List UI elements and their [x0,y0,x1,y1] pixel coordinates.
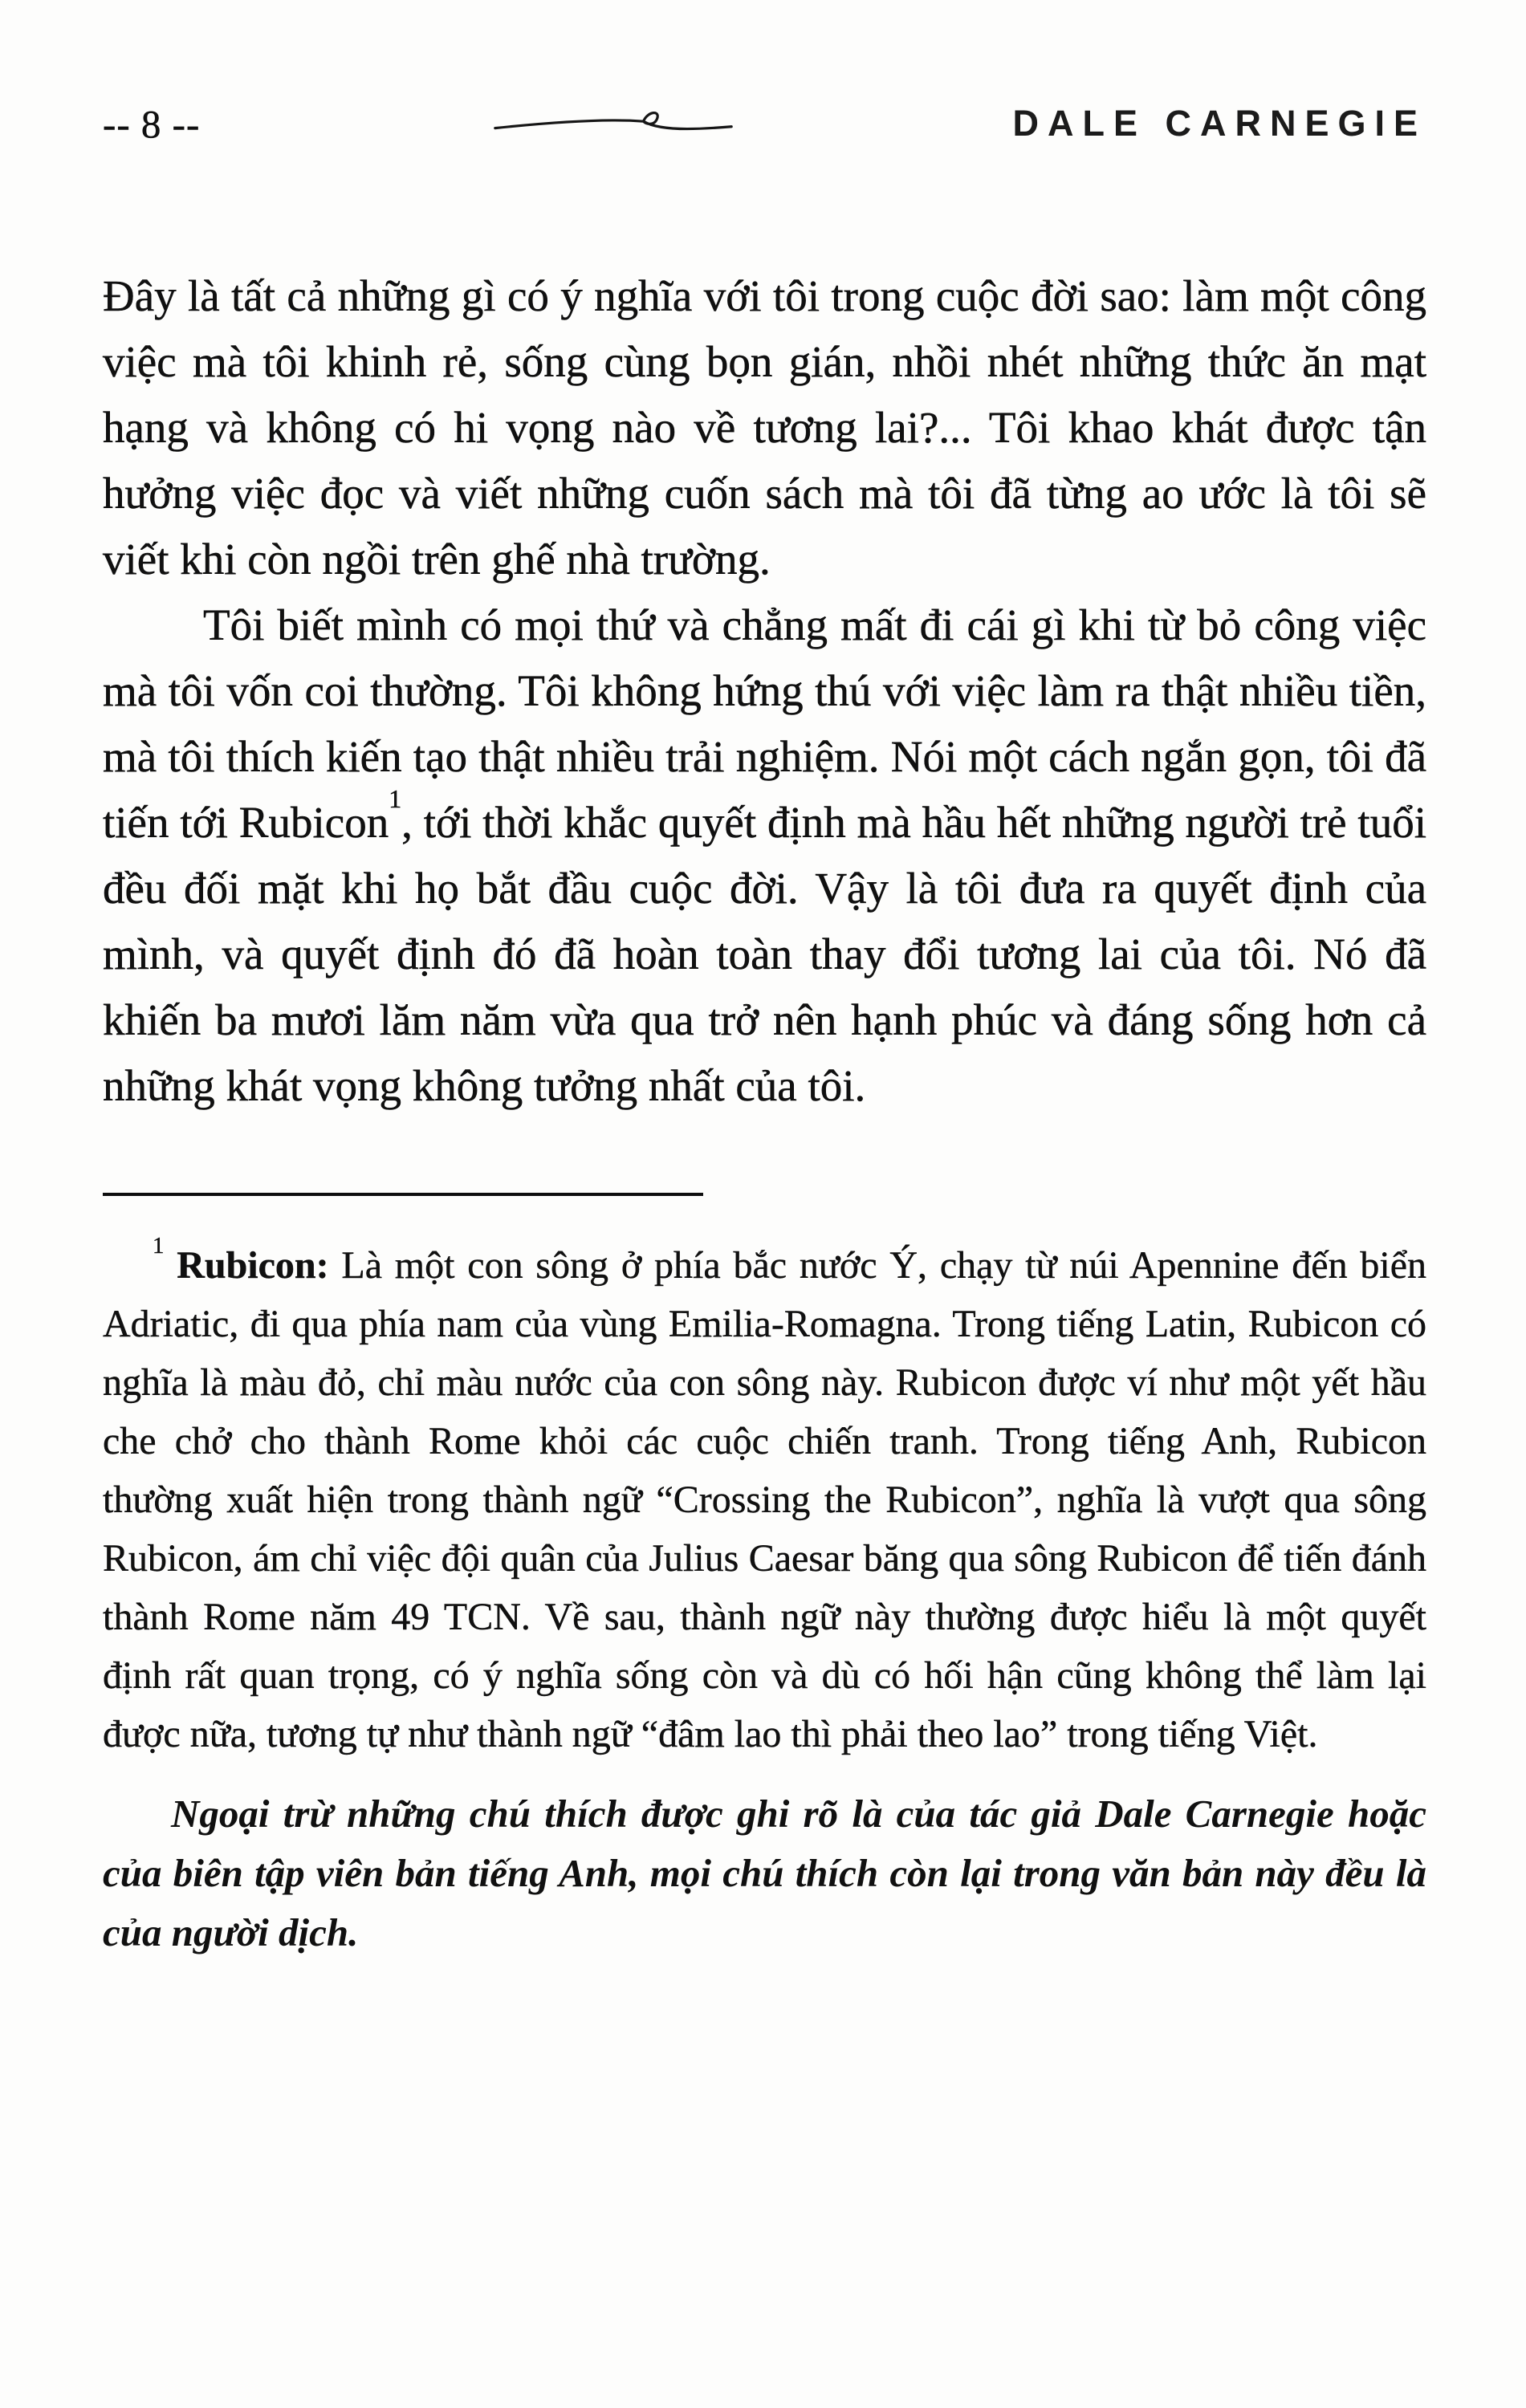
footnote-ref-superscript: 1 [389,785,402,814]
footnote-separator [103,1193,703,1196]
divider-flourish-icon [493,108,734,140]
page-header [103,95,1426,153]
paragraph-2-text: Tôi biết mình có mọi thứ và chẳng mất đi cái gì khi từ bỏ công việc mà tôi vốn coi thường. Tôi không hứng thú với việc làm ra thật nhiều tiền, mà tôi thích kiến tạo thật nhiều trải nghiệm. Nói một cách ngắn gọn, tôi đã tiến tới Rubicon [103,600,1426,847]
body-paragraph-2 [103,592,1426,1119]
page-body [103,263,1426,1119]
footnote-term: Rubicon: [177,1244,329,1287]
translator-note: Ngoại trừ những chú thích được ghi rõ là của tác giả Dale Carnegie hoặc của biên tập viên bản tiếng Anh, mọi chú thích còn lại trong văn bản này đều là của người dịch. [103,1792,1426,1954]
footnote-paragraph [103,1232,1427,1763]
footnote-block [103,1232,1427,1963]
footnote-marker: 1 [153,1232,165,1259]
footnote-text: Là một con sông ở phía bắc nước Ý, chạy từ núi Apennine đến biển Adriatic, đi qua phía nam của vùng Emilia-Romagna. Trong tiếng Latin, Rubicon có nghĩa là màu đỏ, chỉ màu nước của con sông này. Rubicon được ví như một yết hầu che chở cho thành Rome khỏi các cuộc chiến tranh. Trong tiếng Anh, Rubicon thường xuất hiện trong thành ngữ “Crossing the Rubicon”, nghĩa là vượt qua sông Rubicon, ám chỉ việc đội quân của Julius Caesar băng qua sông Rubicon để tiến đánh thành Rome năm 49 TCN. Về sau, thành ngữ này thường được hiểu là một quyết định rất quan trọng, có ý nghĩa sống còn và dù có hối hận cũng không thể làm lại được nữa, tương tự như thành ngữ “đâm lao thì phải theo lao” trong tiếng Việt. [103,1244,1427,1755]
page-number: -- 8 -- [103,101,201,146]
body-paragraph-1: Đây là tất cả những gì có ý nghĩa với tôi trong cuộc đời sao: làm một công việc mà tôi khinh rẻ, sống cùng bọn gián, nhồi nhét những thức ăn mạt hạng và không có hi vọng nào về tương lai?... Tôi khao khát được tận hưởng việc đọc và viết những cuốn sách mà tôi đã từng ao ước là tôi sẽ viết khi còn ngồi trên ghế nhà trường. [103,271,1426,584]
author-name: DALE CARNEGIE [1012,103,1426,144]
paragraph-2-text-continued: , tới thời khắc quyết định mà hầu hết những người trẻ tuổi đều đối mặt khi họ bắt đầu cuộc đời. Vậy là tôi đưa ra quyết định của mình, và quyết định đó đã hoàn toàn thay đổi tương lai của tôi. Nó đã khiến ba mươi lăm năm vừa qua trở nên hạnh phúc và đáng sống hơn cả những khát vọng không tưởng nhất của tôi. [103,798,1426,1110]
